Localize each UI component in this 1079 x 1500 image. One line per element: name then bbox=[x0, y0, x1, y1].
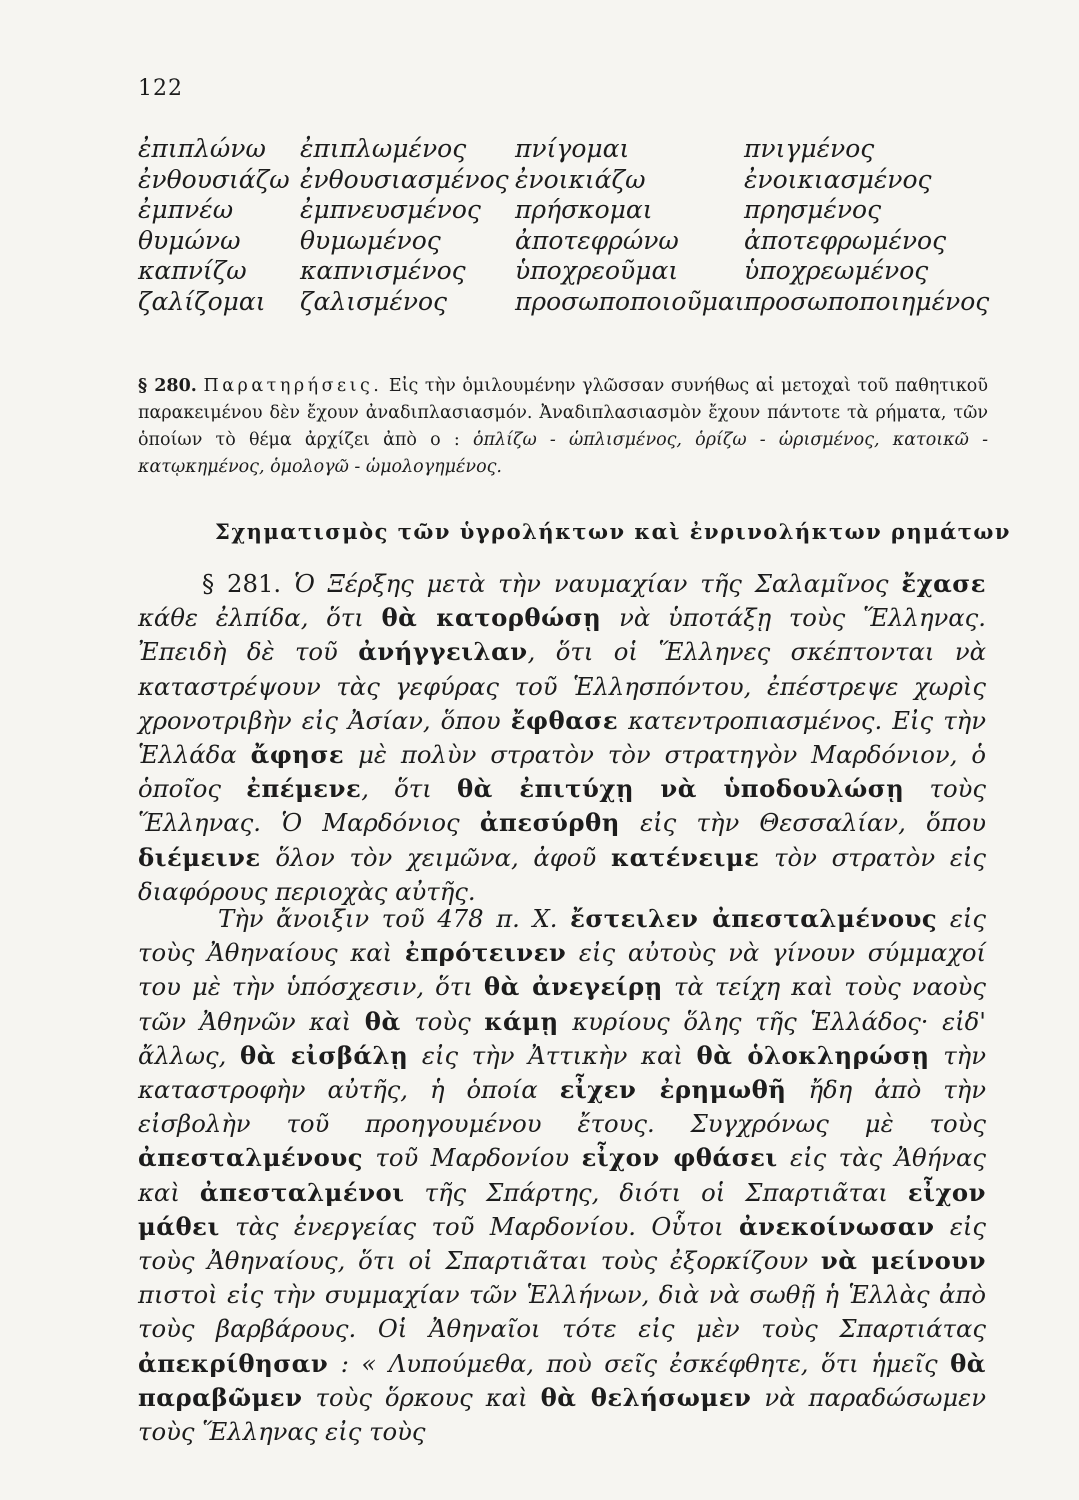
participle-word-list bbox=[138, 134, 998, 318]
text-run: πιστοὶ εἰς τὴν συμμαχίαν τῶν Ἑλλήνων, διὰ νὰ σωθῇ ἡ Ἑλλὰς ἀπὸ τοὺς βαρβάρους. Οἱ Ἀθηναῖοι τότε εἰς μὲν τοὺς Σπαρτιάτας bbox=[138, 1280, 986, 1344]
bold-verb-form: θὰ κατορθώσῃ bbox=[381, 603, 602, 633]
bold-verb-form: ἀπεκρίθησαν bbox=[138, 1348, 329, 1378]
participle: ἐμπνευσμένος bbox=[300, 195, 481, 225]
word-list-row bbox=[138, 256, 998, 287]
verb: πρήσκομαι bbox=[515, 195, 653, 225]
bold-verb-form: ἀνήγγειλαν bbox=[358, 637, 528, 667]
bold-verb-form: ἀπεσταλμένοι bbox=[199, 1177, 405, 1207]
participle: προσωποποιημένος bbox=[744, 286, 990, 316]
bold-verb-form: θὰ εἰσβάλῃ bbox=[240, 1040, 409, 1070]
text-run: , ὅτι bbox=[361, 774, 457, 804]
participle: ἐπιπλωμένος bbox=[300, 134, 467, 163]
bold-verb-form: νὰ μείνουν bbox=[820, 1246, 987, 1276]
bold-verb-form: κάμῃ bbox=[484, 1006, 559, 1036]
bold-verb-form: θὰ bbox=[364, 1006, 401, 1036]
word-list-row bbox=[138, 165, 998, 196]
text-run: νὰ παραδώσωμεν τοὺς Ἕλληνας εἰς τοὺς bbox=[138, 1382, 986, 1447]
bold-verb-form: ἀπεσταλμένους bbox=[138, 1143, 364, 1173]
participle: ζαλισμένος bbox=[300, 286, 448, 316]
text-run: νὰ ὑποτάξῃ τοὺς Ἕλληνας. Ἐπειδὴ δὲ τοῦ bbox=[138, 603, 987, 667]
text-run: κυρίους ὅλης τῆς Ἑλλάδος· εἰδ' ἄλλως, bbox=[138, 1006, 986, 1070]
text-run: κάθε ἐλπίδα, ὅτι bbox=[138, 603, 382, 633]
verb: ὑποχρεοῦμαι bbox=[515, 256, 679, 286]
text-run: τὸν στρατὸν εἰς διαφόρους περιοχὰς αὐτῆς. bbox=[138, 842, 986, 906]
bold-verb-form: θὰ θελήσωμεν bbox=[540, 1382, 752, 1412]
bold-verb-form: θὰ ὁλοκληρώσῃ bbox=[696, 1040, 930, 1070]
verb: ἐμπνέω bbox=[138, 195, 234, 225]
text-run: ὅλον τὸν χειμῶνα, ἀφοῦ bbox=[260, 842, 611, 872]
text-run: εἰς τὰς Ἀθήνας καὶ bbox=[138, 1143, 987, 1207]
verb: καπνίζω bbox=[138, 256, 247, 286]
participle: καπνισμένος bbox=[300, 256, 466, 286]
text-run: εἰς αὐτοὺς νὰ γίνουν σύμμαχοί του μὲ τὴν ὑπόσχεσιν, ὅτι bbox=[138, 938, 986, 1002]
bold-verb-form: ἐπέμενε bbox=[246, 774, 362, 804]
bold-verb-form: ἀπεσύρθη bbox=[479, 808, 620, 838]
participle: πρησμένος bbox=[744, 195, 882, 225]
bold-verb-form: ἔχασε bbox=[901, 569, 986, 598]
remarks-examples: ὁπλίζω - ὡπλισμένος, ὁρίζω - ὡρισμένος, κατοικῶ - κατῳκημένος, ὁμολογῶ - ὡμολογημένος. bbox=[138, 430, 988, 477]
bold-verb-form: εἶχεν ἐρημωθῆ bbox=[559, 1075, 787, 1105]
bold-verb-form: εἶχον φθάσει bbox=[581, 1143, 778, 1173]
bold-verb-form: κατένειμε bbox=[610, 842, 760, 872]
paragraph-text bbox=[138, 569, 986, 906]
verb: θυμώνω bbox=[138, 225, 241, 255]
text-run: εἰς τοὺς Ἀθηναίους, ὅτι οἱ Σπαρτιᾶται τοὺς ἐξορκίζουν bbox=[138, 1211, 986, 1276]
verb: ζαλίζομαι bbox=[138, 286, 266, 316]
verb: προσωποποιοῦμαι bbox=[515, 286, 745, 316]
word-list-row bbox=[138, 134, 998, 165]
remarks-paragraph bbox=[138, 373, 988, 481]
text-run: εἰς τὴν Θεσσαλίαν, ὅπου bbox=[619, 808, 986, 838]
text-run: εἰς τὴν Ἀττικὴν καὶ bbox=[408, 1040, 697, 1070]
text-run: τὰ τείχη καὶ τοὺς ναοὺς τῶν Ἀθηνῶν καὶ bbox=[138, 972, 986, 1036]
bold-verb-form: διέμεινε bbox=[138, 842, 261, 872]
remarks-label: Παρατηρήσεις. bbox=[203, 376, 383, 396]
text-run: μὲ πολὺν στρατὸν τὸν στρατηγὸν Μαρδόνιον, ὁ ὁποῖος bbox=[138, 740, 986, 804]
text-run: τὴν καταστροφὴν αὐτῆς, ἡ ὁποία bbox=[138, 1040, 986, 1105]
participle: ἀποτεφρωμένος bbox=[744, 225, 947, 255]
section-heading: Σχηματισμὸς τῶν ὑγρολήκτων καὶ ἐνρινολήκτων ρημάτων bbox=[215, 519, 1011, 544]
page-number: 122 bbox=[138, 76, 183, 101]
verb: ἐπιπλώνω bbox=[138, 134, 266, 163]
section-281-paragraph bbox=[138, 567, 986, 909]
bold-verb-form: θὰ ἀνεγείρῃ bbox=[483, 972, 663, 1002]
participle: θυμωμένος bbox=[300, 225, 441, 255]
text-run: εἰς τοὺς Ἀθηναίους καὶ bbox=[138, 904, 986, 968]
text-run: Ὁ Ξέρξης μετὰ τὴν ναυμαχίαν τῆς Σαλαμῖνος bbox=[294, 569, 902, 598]
second-paragraph bbox=[138, 902, 986, 1449]
verb: ἐνθουσιάζω bbox=[138, 164, 290, 194]
text-run: Τὴν ἄνοιξιν τοῦ 478 π. Χ. bbox=[218, 904, 571, 933]
bold-verb-form: ἔφθασε bbox=[510, 705, 619, 735]
word-list-row bbox=[138, 195, 998, 226]
participle: ὑποχρεωμένος bbox=[744, 256, 929, 286]
text-run: τοὺς Ἕλληνας. Ὁ Μαρδόνιος bbox=[138, 774, 986, 838]
verb: ἀποτεφρώνω bbox=[515, 225, 679, 255]
section-number: § 281. bbox=[202, 569, 282, 598]
participle: πνιγμένος bbox=[744, 134, 875, 163]
bold-verb-form: ἐπρότεινεν bbox=[404, 938, 567, 968]
verb: ἐνοικιάζω bbox=[515, 164, 646, 194]
text-run: κατεντροπιασμένος. Εἰς τὴν Ἑλλάδα bbox=[138, 705, 986, 770]
text-run: τῆς Σπάρτης, διότι οἱ Σπαρτιᾶται bbox=[404, 1177, 908, 1207]
bold-verb-form: ἀνεκοίνωσαν bbox=[738, 1211, 935, 1241]
participle: ἐνθουσιασμένος bbox=[300, 164, 509, 194]
participle: ἐνοικιασμένος bbox=[744, 164, 932, 194]
bold-verb-form: θὰ ἐπιτύχῃ νὰ ὑποδουλώσῃ bbox=[456, 774, 905, 804]
section-number: § 280. bbox=[138, 376, 197, 396]
remarks-text: Εἰς τὴν ὁμιλουμένην γλῶσσαν συνήθως αἱ μετοχαὶ τοῦ παθητικοῦ παρακειμένου δὲν ἔχουν ἀναδιπλασιασμόν. Ἀναδιπλασιασμὸν ἔχουν πάντοτε τὰ ρήματα, τῶν ὁποίων τὸ θέμα ἀρχίζει ἀπὸ ο : bbox=[138, 376, 988, 450]
text-run: , ὅτι οἱ Ἕλληνες σκέπτονται νὰ καταστρέψουν τὰς γεφύρας τοῦ Ἑλλησπόντου, ἐπέστρεψε χωρὶς χρονοτριβὴν εἰς Ἀσίαν, ὅπου bbox=[138, 637, 987, 735]
text-run: τοὺς ὅρκους καὶ bbox=[302, 1382, 541, 1412]
paragraph-text bbox=[138, 904, 986, 1446]
text-run: τοὺς bbox=[400, 1006, 485, 1036]
text-run: ἤδη ἀπὸ τὴν εἰσβολὴν τοῦ προηγουμένου ἔτους. Συγχρόνως μὲ τοὺς bbox=[138, 1075, 986, 1139]
bold-verb-form: ἄφησε bbox=[250, 740, 345, 770]
text-run: τοῦ Μαρδονίου bbox=[363, 1143, 582, 1173]
bold-verb-form: εἶχον μάθει bbox=[138, 1177, 986, 1241]
verb: πνίγομαι bbox=[515, 134, 630, 163]
word-list-row bbox=[138, 287, 998, 318]
bold-verb-form: θὰ παραβῶμεν bbox=[138, 1348, 986, 1412]
text-run: : « Λυπούμεθα, ποὺ σεῖς ἐσκέφθητε, ὅτι ἡμεῖς bbox=[328, 1348, 951, 1378]
word-list-row bbox=[138, 226, 998, 257]
text-run: τὰς ἐνεργείας τοῦ Μαρδονίου. Οὗτοι bbox=[219, 1211, 739, 1241]
bold-verb-form: ἔστειλεν ἀπεσταλμένους bbox=[570, 904, 938, 933]
